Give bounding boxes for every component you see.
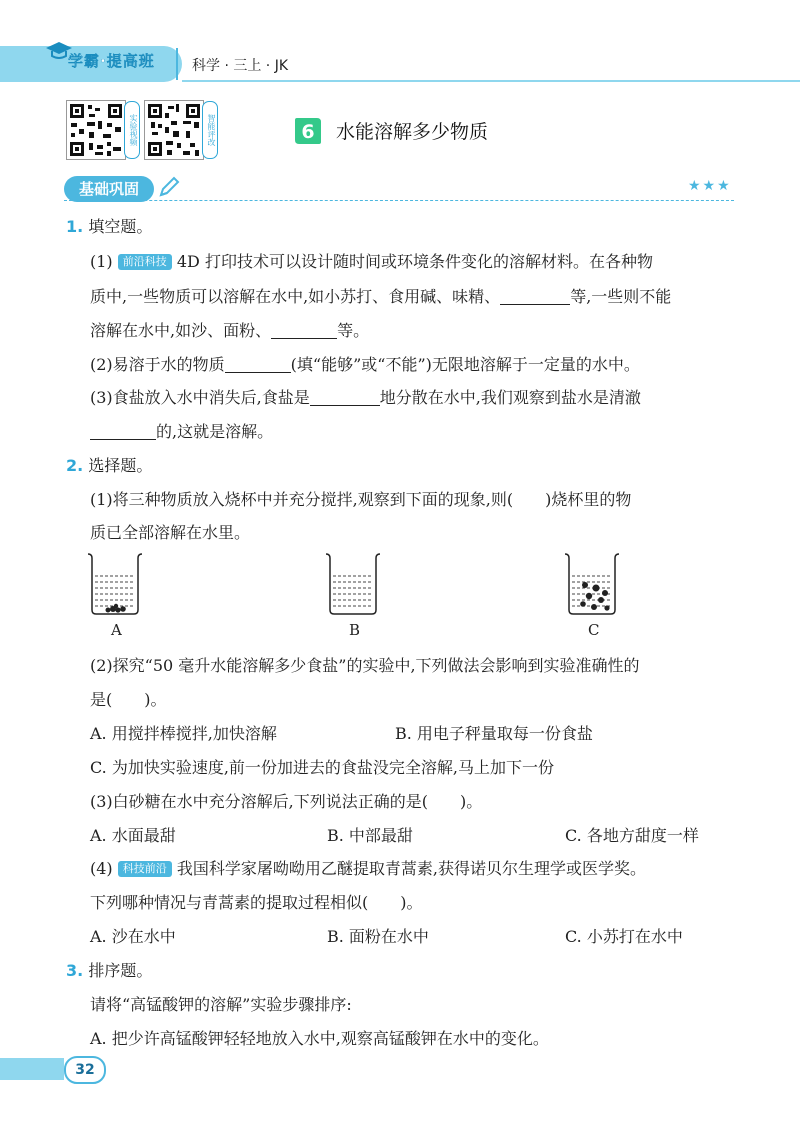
answer-blank[interactable] — [271, 320, 337, 339]
answer-blank[interactable] — [500, 286, 570, 305]
header-subject: 科学 · 三上 · JK — [192, 58, 289, 74]
q3-step-a: A. 把少许高锰酸钾轻轻地放入水中,观察高锰酸钾在水中的变化。 — [90, 1029, 549, 1048]
question-number: 1. — [66, 217, 84, 236]
frontier-tech-badge: 前沿科技 — [118, 254, 172, 270]
question-3-stem: 3. 排序题。 — [66, 961, 153, 980]
lesson-title: 水能溶解多少物质 — [336, 121, 489, 143]
beaker-label: C — [588, 621, 600, 639]
q2-sub2-line2: 是( )。 — [90, 690, 167, 709]
question-number: 2. — [66, 456, 84, 475]
qr-code-icon — [67, 101, 125, 159]
question-2-stem: 2. 选择题。 — [66, 456, 153, 475]
beaker-c — [563, 552, 623, 616]
page-number: 32 — [64, 1056, 106, 1084]
pencil-icon — [158, 176, 180, 198]
header-underline — [182, 80, 800, 82]
lesson-number-badge — [293, 116, 323, 146]
footer-band — [0, 1058, 64, 1080]
question-1-stem: 1. 填空题。 — [66, 217, 153, 236]
q2-sub3-stem: (3)白砂糖在水中充分溶解后,下列说法正确的是( )。 — [90, 792, 483, 811]
qr-tag-video: 实验视频 — [124, 101, 140, 159]
q3-intro: 请将“高锰酸钾的溶解”实验步骤排序: — [90, 995, 352, 1014]
q1-part3-line2: 的,这就是溶解。 — [90, 421, 273, 443]
q2-sub4-line2: 下列哪种情况与青蒿素的提取过程相似( )。 — [90, 893, 423, 912]
q1-part3-line1: (3)食盐放入水中消失后,食盐是 地分散在水中,我们观察到盐水是清澈 — [90, 388, 641, 407]
q2-sub1-line2: 质已全部溶解在水里。 — [90, 523, 251, 542]
section-title: 基础巩固 — [64, 176, 154, 202]
difficulty-stars: ★★★ — [688, 178, 732, 194]
q2-sub4-option-b[interactable]: B. 面粉在水中 — [327, 927, 429, 946]
answer-blank[interactable] — [90, 421, 156, 440]
q1-part2: (2)易溶于水的物质 (填“能够”或“不能”)无限地溶解于一定量的水中。 — [90, 355, 640, 374]
q2-sub1-line1: (1)将三种物质放入烧杯中并充分搅拌,观察到下面的现象,则( )烧杯里的物 — [90, 490, 632, 509]
q2-sub3-option-c[interactable]: C. 各地方甜度一样 — [565, 826, 699, 845]
q2-sub3-option-b[interactable]: B. 中部最甜 — [327, 826, 413, 845]
beaker-label: B — [349, 621, 361, 639]
answer-blank[interactable] — [225, 354, 291, 373]
q2-sub2-line1: (2)探究“50 毫升水能溶解多少食盐”的实验中,下列做法会影响到实验准确性的 — [90, 656, 640, 675]
q2-sub4-option-c[interactable]: C. 小苏打在水中 — [565, 927, 683, 946]
qr-code-icon — [145, 101, 203, 159]
question-number: 3. — [66, 961, 84, 980]
q2-sub2-option-b[interactable]: B. 用电子秤量取每一份食盐 — [395, 724, 593, 743]
qr-code-video[interactable] — [66, 100, 126, 160]
q2-sub2-option-c[interactable]: C. 为加快实验速度,前一份加进去的食盐没完全溶解,马上加下一份 — [90, 758, 555, 777]
q1-part1-line3: 溶解在水中,如沙、面粉、 等。 — [90, 321, 370, 340]
beaker-b — [324, 552, 384, 616]
beaker-a — [86, 552, 146, 616]
section-divider — [64, 200, 734, 201]
q1-part1-line1: (1) 前沿科技 4D 打印技术可以设计随时间或环境条件变化的溶解材料。在各种物 — [90, 252, 653, 271]
q2-sub3-option-a[interactable]: A. 水面最甜 — [90, 826, 176, 845]
q2-sub2-option-a[interactable]: A. 用搅拌棒搅拌,加快溶解 — [90, 724, 277, 743]
qr-code-grading[interactable] — [144, 100, 204, 160]
beaker-label: A — [111, 621, 122, 639]
q1-part1-line2: 质中,一些物质可以溶解在水中,如小苏打、食用碱、味精、 等,一些则不能 — [90, 287, 672, 306]
answer-blank[interactable] — [310, 387, 380, 406]
q2-sub4-option-a[interactable]: A. 沙在水中 — [90, 927, 176, 946]
q2-sub4-line1: (4) 科技前沿 我国科学家屠呦呦用乙醚提取青蒿素,获得诺贝尔生理学或医学奖。 — [90, 859, 646, 878]
header-brand: 学霸·提高班 — [68, 52, 155, 70]
header-separator — [176, 48, 178, 80]
qr-tag-grading: 智能评改 — [202, 101, 218, 159]
tech-frontier-badge: 科技前沿 — [118, 861, 172, 877]
lesson-number: 6 — [301, 121, 315, 143]
